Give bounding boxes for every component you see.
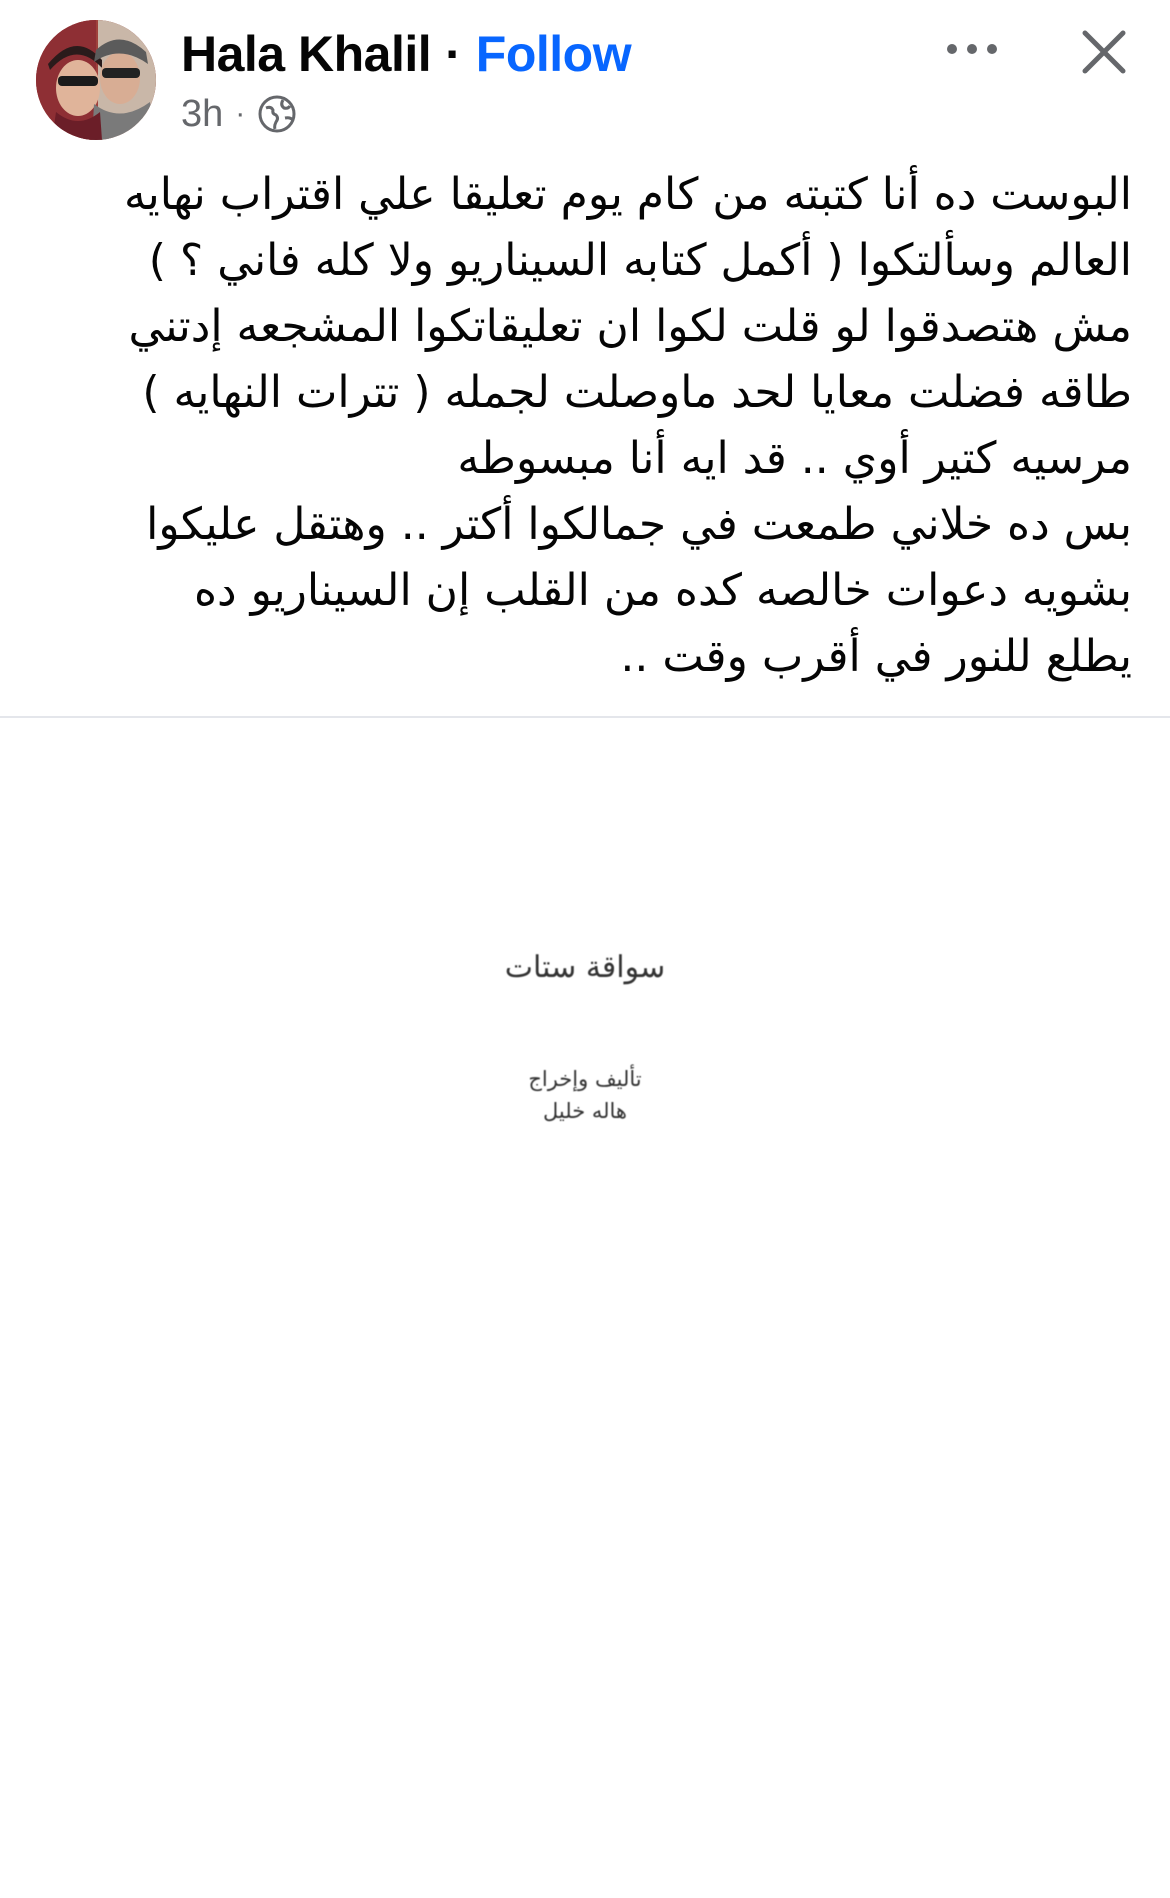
post-text-line: بشويه دعوات خالصه كده من القلب إن السيناريو ده: [193, 565, 1132, 616]
post-text-line: العالم وسألتكوا ( أكمل كتابه السيناريو ولا كله فاني ؟ ): [148, 235, 1132, 286]
post-text-line: طاقه فضلت معايا لحد ماوصلت لجمله ( تترات النهايه ): [142, 367, 1132, 418]
globe-icon[interactable]: [257, 94, 297, 134]
document-title: سواقة ستات: [504, 950, 666, 985]
avatar[interactable]: [36, 20, 156, 140]
close-button[interactable]: [1074, 22, 1134, 82]
post-text-line: مرسيه كتير أوي .. قد ايه أنا مبسوطه: [457, 433, 1132, 484]
post-image[interactable]: [0, 718, 1170, 1898]
post-header: [0, 0, 1170, 150]
document-credit-name: هاله خليل: [543, 1099, 627, 1123]
document-credits: [385, 1063, 785, 1127]
author-row: [181, 22, 631, 86]
post-text-line: مش هتصدقوا لو قلت لكوا ان تعليقاتكوا المشجعه إدتني: [128, 301, 1132, 352]
close-icon: [1081, 29, 1127, 75]
follow-button[interactable]: Follow: [475, 26, 632, 82]
post-body: [40, 162, 1132, 690]
more-options-button[interactable]: [940, 26, 1004, 72]
post-timestamp[interactable]: 3h: [181, 92, 224, 135]
document-credit-role: تأليف وإخراج: [528, 1067, 642, 1091]
post-text-line: يطلع للنور في أقرب وقت ..: [620, 631, 1132, 682]
post-text-line: البوست ده أنا كتبته من كام يوم تعليقا علي اقتراب نهايه: [123, 169, 1132, 220]
more-dots-icon: [946, 43, 998, 55]
author-name[interactable]: Hala Khalil: [181, 26, 432, 82]
post-text-line: بس ده خلاني طمعت في جمالكوا أكتر .. وهتقل عليكوا: [146, 499, 1132, 550]
name-separator: ·: [445, 26, 462, 82]
meta-separator: ·: [235, 97, 246, 130]
post-meta: [181, 90, 297, 138]
